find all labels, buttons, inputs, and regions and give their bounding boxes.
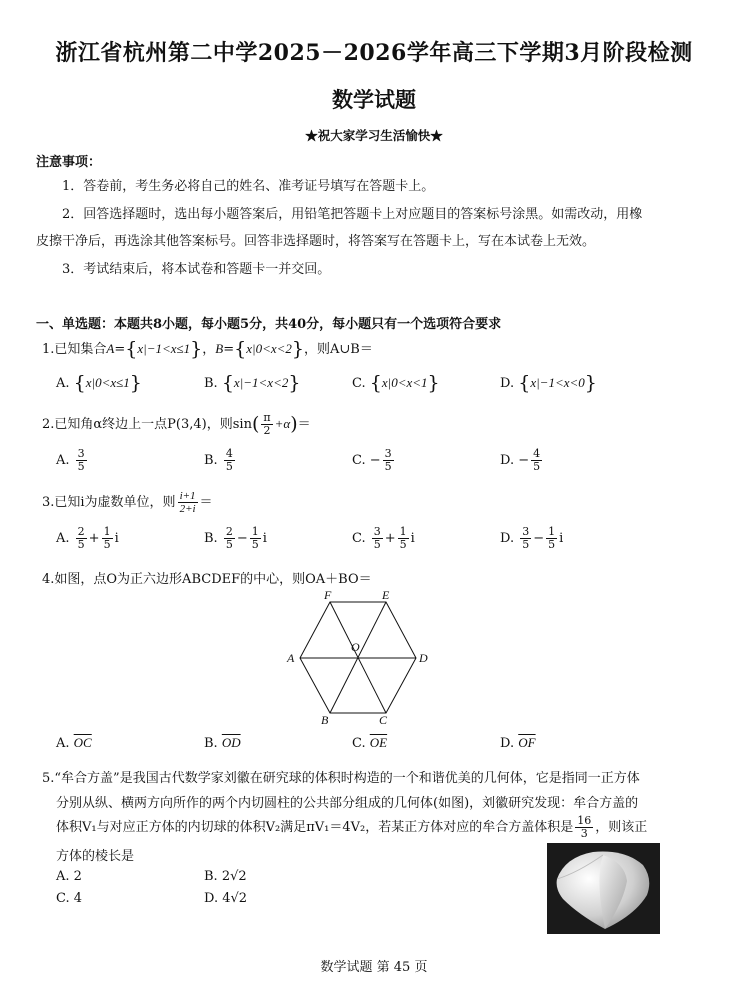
- vertex-label-a: A: [287, 651, 295, 665]
- vertex-label-d: D: [419, 651, 428, 665]
- note-item-2-cont: 皮擦干净后，再选涂其他答案标号。回答非选择题时，将答案写在答题卡上，写在本试卷上无效。: [36, 234, 596, 249]
- question-1-option-b[interactable]: B. {x|−1<x<2}: [204, 372, 301, 394]
- vertex-label-f: F: [324, 588, 332, 602]
- question-2-option-b[interactable]: B. $\frac{4}{5}$: [204, 447, 233, 473]
- question-3-option-d[interactable]: D. $\frac{3}{5}$ − $\frac{1}{5}$ i: [500, 525, 564, 551]
- question-5-option-d[interactable]: D. 4√2: [204, 891, 248, 906]
- hexagon-figure: [275, 588, 445, 730]
- question-1-stem: 1.已知集合A={x|−1<x≤1}，B={x|0<x<2}，则A∪B＝: [42, 338, 373, 360]
- question-5-line-4: 方体的棱长是: [56, 849, 135, 864]
- question-3-option-b[interactable]: B. $\frac{2}{5}$ − $\frac{1}{5}$ i: [204, 525, 267, 551]
- question-5-line-3: 体积V₁与对应正方体的内切球的体积V₂满足πV₁＝4V₂，若某正方体对应的牟合方盖体积是 $\frac{16}{3}$ ，则该正: [56, 814, 648, 840]
- vertex-label-e: E: [382, 588, 390, 602]
- note-item-2: 2．回答选择题时，选出每小题答案后，用铅笔把答题卡上对应题目的答案标号涂黑。如需改动，用橡: [62, 207, 643, 222]
- note-item-1: 1．答卷前，考生务必将自己的姓名、准考证号填写在答题卡上。: [62, 179, 435, 194]
- question-5-option-c[interactable]: C. 4: [56, 891, 83, 906]
- subject-title: 数学试题: [332, 87, 416, 112]
- section-heading: 一、单选题：本题共8小题，每小题5分，共40分，每小题只有一个选项符合要求: [36, 317, 502, 332]
- question-2-option-c[interactable]: C. − $\frac{3}{5}$: [352, 447, 392, 473]
- question-1-option-d[interactable]: D. {x|−1<x<0}: [500, 372, 597, 394]
- question-4-option-b[interactable]: B. $\overline{OD}$: [204, 735, 241, 751]
- question-4-option-c[interactable]: C. $\overline{OE}$: [352, 735, 388, 751]
- vertex-label-o: O: [351, 640, 360, 654]
- question-5-line-1: 5.“牟合方盖”是我国古代数学家刘徽在研究球的体积时构造的一个和谐优美的几何体，它是指同一正方体: [42, 771, 640, 786]
- note-item-3: 3．考试结束后，将本试卷和答题卡一并交回。: [62, 262, 331, 277]
- question-1-option-a[interactable]: A. {x|0<x≤1}: [56, 372, 142, 394]
- question-3-option-a[interactable]: A. $\frac{2}{5}$ + $\frac{1}{5}$ i: [56, 525, 119, 551]
- question-4-option-d[interactable]: D. $\overline{OF}$: [500, 735, 536, 751]
- question-3-stem: 3.已知i为虚数单位，则 $\frac{i+1}{2+i}$ ＝: [42, 490, 213, 515]
- vertex-label-c: C: [379, 713, 388, 727]
- question-1-option-c[interactable]: C. {x|0<x<1}: [352, 372, 440, 394]
- page-footer: 数学试题 第 45 页: [320, 960, 428, 975]
- question-5-option-b[interactable]: B. 2√2: [204, 869, 247, 884]
- vertex-label-b: B: [321, 713, 329, 727]
- question-5-option-a[interactable]: A. 2: [56, 869, 82, 884]
- exam-title: 浙江省杭州第二中学2025－2026学年高三下学期3月阶段检测: [55, 40, 693, 66]
- motto: ★祝大家学习生活愉快★: [305, 128, 443, 143]
- question-4-option-a[interactable]: A. $\overline{OC}$: [56, 735, 92, 751]
- question-5-line-2: 分别从纵、横两方向所作的两个内切圆柱的公共部分组成的几何体(如图)，刘徽研究发现：牟合方盖的: [56, 796, 639, 811]
- mouhe-fanggai-image: [547, 843, 660, 934]
- notes-heading: 注意事项：: [36, 155, 102, 170]
- question-3-option-c[interactable]: C. $\frac{3}{5}$ + $\frac{1}{5}$ i: [352, 525, 415, 551]
- question-4-stem: 4.如图，点O为正六边形ABCDEF的中心，则OA＋BO＝: [42, 572, 372, 587]
- question-2-option-a[interactable]: A. $\frac{3}{5}$: [56, 447, 85, 473]
- question-2-option-d[interactable]: D. − $\frac{4}{5}$: [500, 447, 541, 473]
- question-2-stem: 2.已知角α终边上一点P(3,4)，则sin( $\frac{\pi}{2}$ +α)＝: [42, 411, 311, 437]
